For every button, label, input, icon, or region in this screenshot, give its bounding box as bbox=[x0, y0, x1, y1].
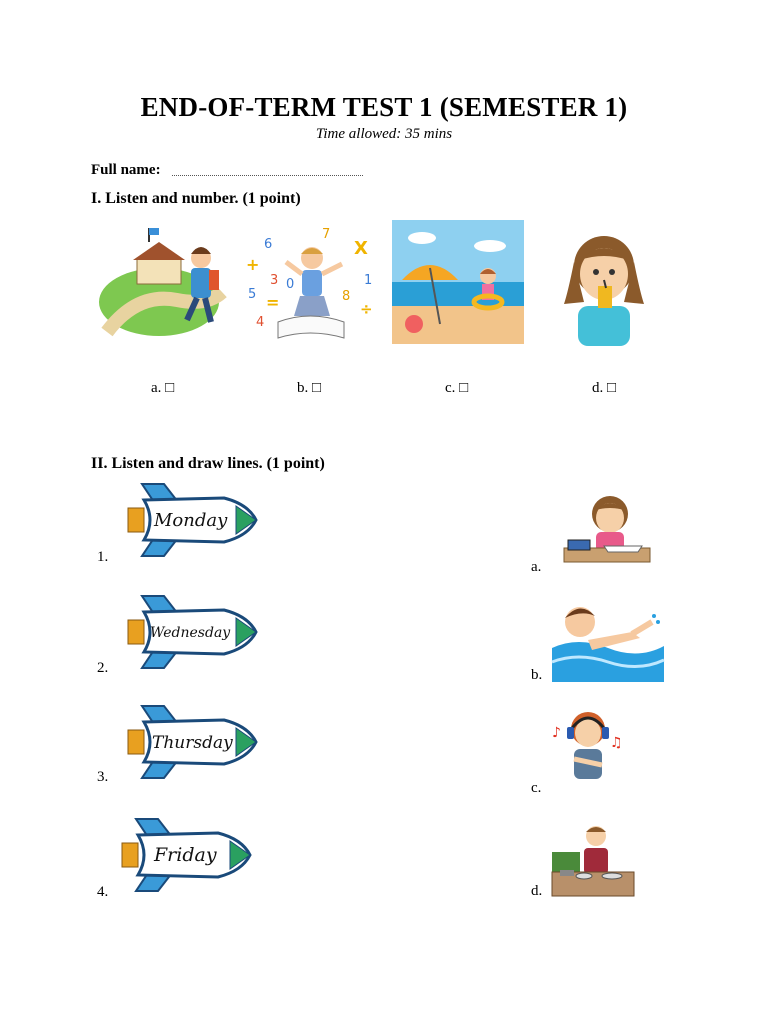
activity-letter-a: a. bbox=[531, 559, 542, 575]
section-2-heading: II. Listen and draw lines. (1 point) bbox=[91, 455, 325, 472]
full-name-label: Full name: bbox=[91, 162, 161, 178]
rocket-monday bbox=[124, 480, 260, 560]
choice-d[interactable]: d. □ bbox=[592, 380, 617, 396]
choice-a[interactable]: a. □ bbox=[151, 380, 175, 396]
walking-to-school-image bbox=[97, 222, 229, 338]
svg-text:5: 5 bbox=[248, 287, 257, 302]
svg-text:÷: ÷ bbox=[360, 300, 373, 318]
svg-text:♪: ♪ bbox=[552, 725, 561, 741]
choice-b[interactable]: b. □ bbox=[297, 380, 322, 396]
beach-image bbox=[392, 220, 524, 344]
time-allowed: Time allowed: 35 mins bbox=[315, 126, 453, 142]
rocket-label-monday: Monday bbox=[154, 510, 228, 531]
girl-studying-image bbox=[558, 486, 654, 570]
section-1-heading: I. Listen and number. (1 point) bbox=[91, 190, 301, 207]
activity-letter-b: b. bbox=[531, 667, 543, 683]
rocket-number-4: 4. bbox=[97, 884, 109, 900]
rocket-friday bbox=[118, 815, 254, 895]
svg-text:1: 1 bbox=[364, 273, 373, 288]
activity-letter-d: d. bbox=[531, 883, 543, 899]
svg-text:4: 4 bbox=[256, 315, 265, 330]
rocket-thursday bbox=[124, 702, 260, 782]
rocket-label-wednesday: Wednesday bbox=[150, 625, 231, 641]
math-numbers-image bbox=[242, 222, 378, 342]
svg-text:=: = bbox=[266, 293, 280, 312]
boy-swimming-image bbox=[548, 592, 668, 684]
svg-text:X: X bbox=[354, 238, 368, 259]
choice-c[interactable]: c. □ bbox=[445, 380, 469, 396]
full-name-line[interactable] bbox=[172, 175, 363, 176]
page-title: END-OF-TERM TEST 1 (SEMESTER 1) bbox=[140, 92, 628, 122]
activity-letter-c: c. bbox=[531, 780, 542, 796]
rocket-number-1: 1. bbox=[97, 549, 109, 565]
rocket-wednesday bbox=[124, 592, 260, 672]
rocket-number-2: 2. bbox=[97, 660, 109, 676]
girl-drinking-image bbox=[560, 222, 648, 346]
rocket-label-thursday: Thursday bbox=[152, 733, 233, 753]
svg-text:+: + bbox=[246, 255, 260, 274]
svg-text:7: 7 bbox=[322, 227, 331, 242]
boy-washing-dishes-image bbox=[550, 820, 636, 900]
svg-text:3: 3 bbox=[270, 273, 279, 288]
rocket-label-friday: Friday bbox=[154, 844, 217, 866]
rocket-number-3: 3. bbox=[97, 769, 109, 785]
svg-text:0: 0 bbox=[286, 277, 295, 292]
boy-listening-music-image bbox=[550, 703, 626, 787]
svg-text:8: 8 bbox=[342, 289, 351, 304]
svg-text:♫: ♫ bbox=[610, 735, 623, 751]
svg-text:6: 6 bbox=[264, 237, 273, 252]
